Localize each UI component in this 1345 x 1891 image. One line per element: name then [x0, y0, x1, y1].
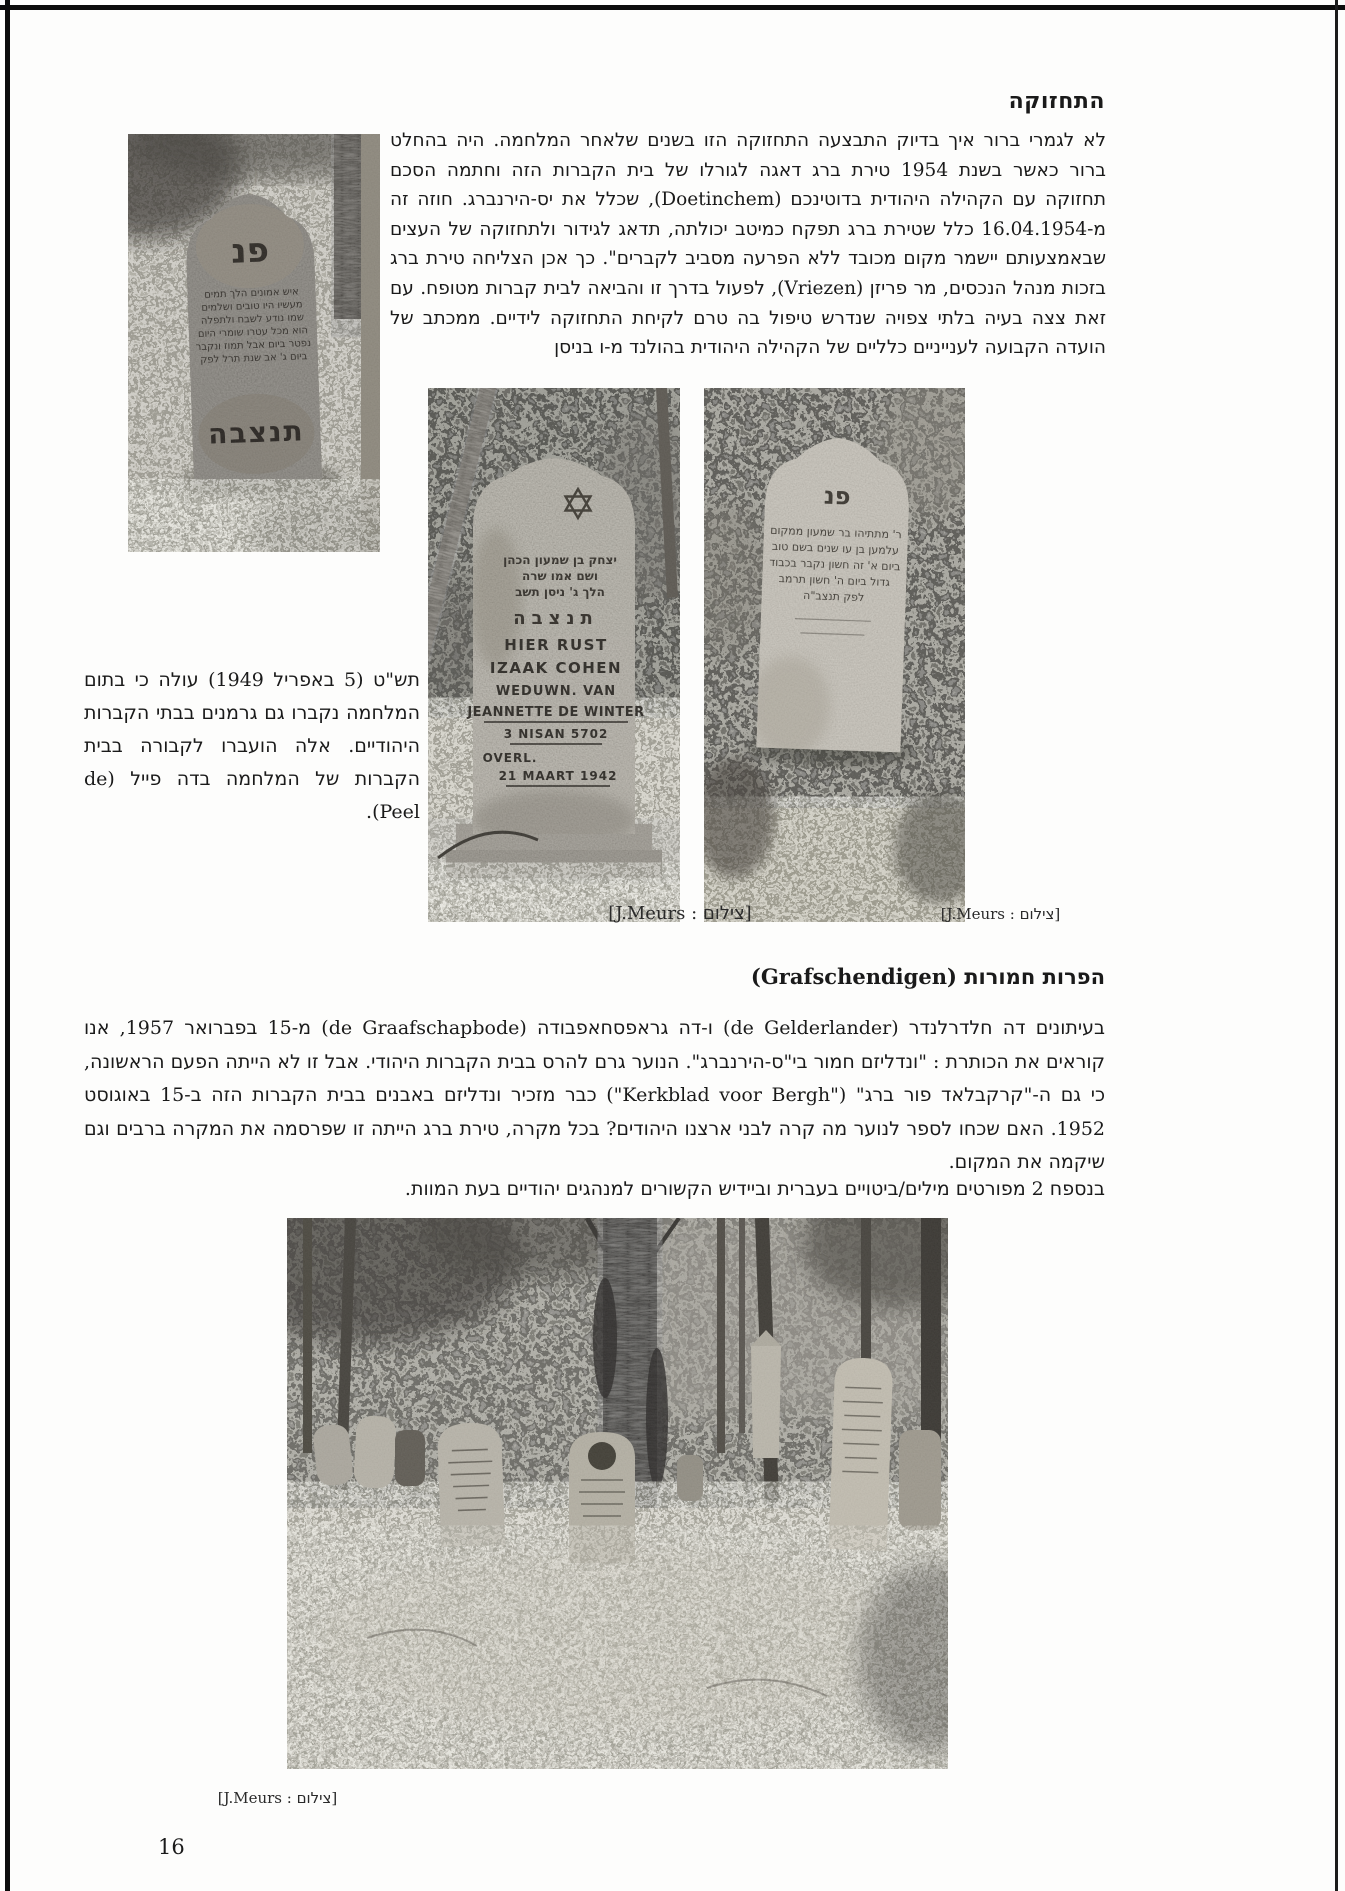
stone-line-latin: 3 NISAN 5702 [503, 727, 609, 741]
page-number: 16 [158, 1835, 185, 1859]
stone-footer-tnzva: תנצבה [207, 414, 306, 451]
stone-line-latin: JEANNETTE DE WINTER [467, 705, 645, 720]
stone-line-latin: HIER RUST [504, 636, 608, 654]
stone-line: ר' מתתיהו בר שמעון ממקום [769, 523, 902, 542]
scan-edge-top [0, 5, 1345, 10]
desecration-paragraph: בעיתונים דה חלדרלנדר (de Gelderlander) ו-דה גראפסחאפבודה (de Graafschapbode) מ-15 בפברואר 1957, אנו קוראים את הכותרת : "ונדליזם חמור בי"ס-הירנברג". הנוער גרם להרס בבית הקברות היהודי. אבל זו לא הייתה הפעם הראשונה, כי גם ה-"קרקבלאד פור ברג" ("Kerkblad voor Bergh") כבר מזכיר ונדליזם באבנים בבית הקברות הזה ב-15 באוגוסט 1952. האם שכחו לספר לנוער מה קרה לבני ארצנו היהודים? בכל מקרה, טירת ברג הייתה זו שפרסמה את המקרה ברבים וגם שיקמה את המקום. [84, 1017, 1105, 1173]
stone-line-latin: 21 MAART 1942 [498, 769, 618, 783]
stone-line-latin: OVERL. [482, 751, 538, 765]
photo-gravestone-middle [428, 388, 680, 922]
stone-line-latin: WEDUWN. VAN [495, 684, 617, 699]
stone-header-pn: פנ [823, 481, 852, 511]
maintenance-paragraph: לא לגמרי ברור איך בדיוק התבצעה התחזוקה הזו בשנים שלאחר המלחמה. היה בהחלט ברור כאשר בשנת 1954 טירת ברג דאגה לגורלו של בית הקברות הזה וחתמה הסכם תחזוקה עם הקהילה היהודית בדוטינכם (Doetinchem), שכלל את יס-הירנברג. חוזה זה מ-16.04.1954 כלל שטירת ברג תפקח כמיטב יכולתה, תדאג לגידור ולתחזוקה של העצים שבאמצעותם יישמר מקום מכובד ללא הפרעה מסביב לקברים". כך אכן הצליחה טירת ברג בזכות מנהל הנכסים, מר פריזן (Vriezen), לפעול בדרך זו והביאה לבית קברות מטופח. עם זאת צצה בעיה בלתי צפויה שנדרש טיפול בה טרם לקיחת התחזוקה לידיים. ממכתב של הועדה הקבועה לענייניים כלליים של הקהילה היהודית בהולנד מ-ו בניסן [390, 130, 1107, 359]
stone-line: ביום א' זה חשון נקבר בכבוד [769, 555, 901, 574]
stone-header-pn: פנ [230, 230, 270, 272]
stone-line: גדול ביום ה' חשון תרמב [778, 572, 891, 589]
stone-line: ביום ג' אב שנת תרל לפק [200, 351, 308, 366]
stone-line: עלמען בן עו שנים בשם טוב [771, 539, 900, 558]
stone-line: איש אמונים הלך תמים [204, 286, 299, 301]
stone-line: שמו נודע לשבח ולתפלה [200, 312, 305, 327]
stone-line-latin: IZAAK COHEN [489, 659, 623, 677]
scan-edge-left [5, 0, 10, 1891]
appendix-note: בנספח 2 מפורטים מילים/ביטויים בעברית וביידיש הקשורים למנהגים יהודיים בעת המוות. [404, 1178, 1105, 1200]
section-title-desecration: הפרות חמורות (Grafschendigen) [750, 964, 1105, 989]
stone-line: ושם אמו שרה [521, 569, 599, 583]
section-title-maintenance: התחזוקה [1008, 88, 1105, 114]
photo-credit-bottom: [צילום : J.Meurs] [217, 1789, 338, 1807]
photo-cemetery-wide [287, 1218, 948, 1769]
stone-line: הלך ג' ניסן תשב [515, 585, 605, 599]
stone-line: נפטר ביום אבל תמוז ונקבר [195, 338, 312, 354]
photo-credit-right: [צילום : J.Meurs] [940, 905, 1061, 923]
stone-line: לפק תנצב"ה [802, 588, 865, 605]
stone-line: הוא מכל עטרו שומרי היום [197, 325, 309, 340]
photo-gravestone-left [128, 134, 380, 552]
stone-footer-tnzva: תנצבה [513, 608, 599, 629]
scan-edge-right [1335, 0, 1338, 1891]
stone-line: מעשיו היו טובים ושלמים [201, 299, 303, 314]
photo-gravestone-right [704, 388, 965, 922]
photo-credit-middle: [צילום : J.Meurs] [608, 903, 752, 924]
stone-line: יצחק בן שמעון הכהן [503, 553, 617, 567]
maintenance-continuation: תש"ט (5 באפריל 1949) עולה כי בתום המלחמה נקברו גם גרמנים בבתי הקברות היהודיים. אלה הועברו לקבורה בבית הקברות של המלחמה בדה פייל (de Peel). [84, 669, 420, 823]
